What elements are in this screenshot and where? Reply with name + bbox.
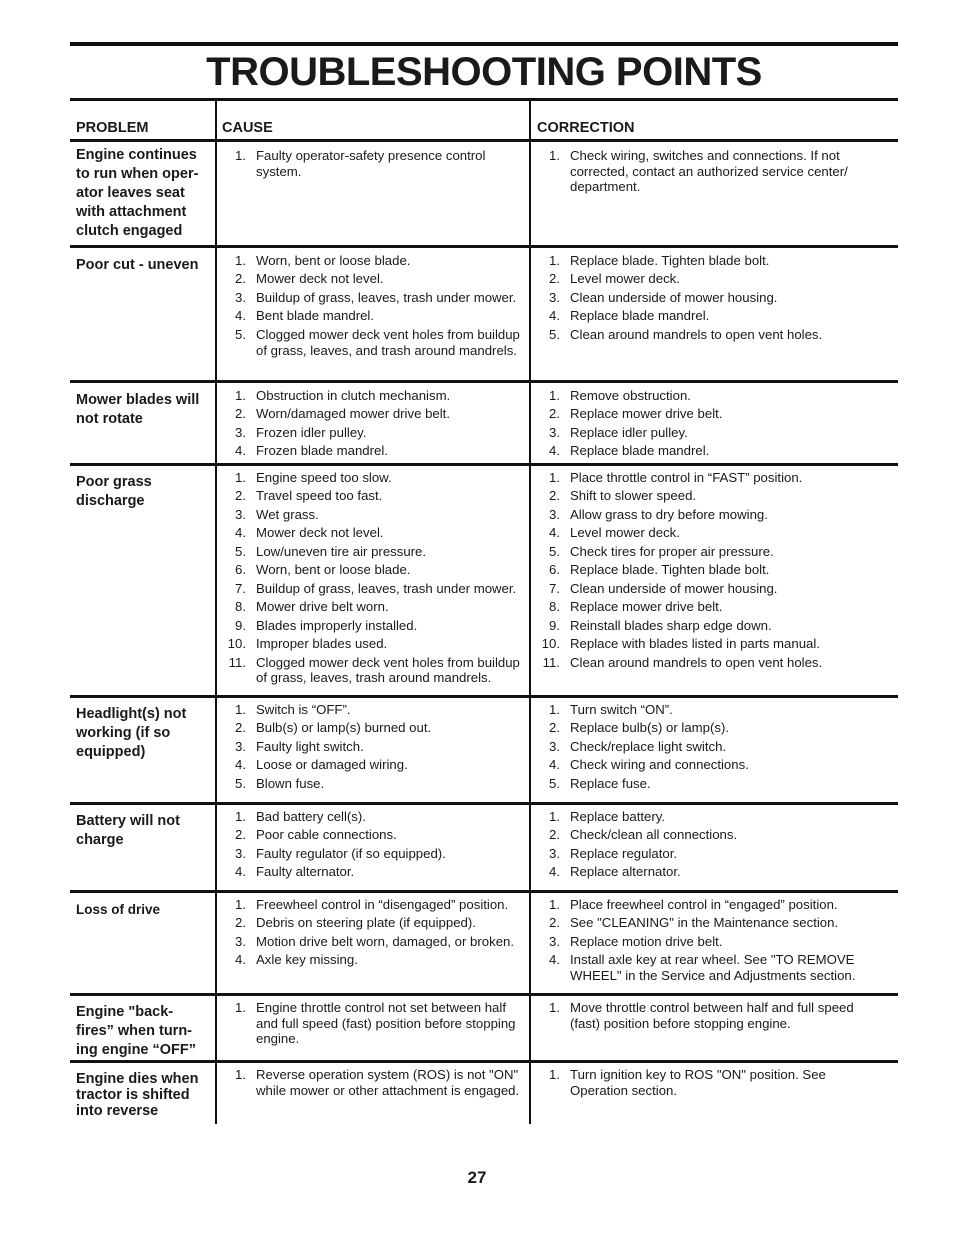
correction-list xyxy=(536,702,884,794)
correction-list xyxy=(536,809,884,883)
header-correction: CORRECTION xyxy=(537,120,635,136)
row-divider xyxy=(70,463,898,466)
list-item: 1. Engine speed too slow. xyxy=(235,470,392,485)
page-number: 27 xyxy=(467,1168,487,1187)
list-item: 8. Mower drive belt worn. xyxy=(235,599,389,615)
list-item: 1. Replace blade. Tighten blade bolt. xyxy=(549,253,770,268)
list-item: 5. Low/uneven tire air pressure. xyxy=(235,543,427,559)
correction-list xyxy=(536,897,884,987)
list-item: 1. Place freewheel control in “engaged” position. xyxy=(549,897,838,912)
list-item: 3. Clean underside of mower housing. xyxy=(549,289,778,305)
list-item: 1. Check wiring, switches and connections. If not corrected, contact an authorized service center/ department. xyxy=(549,148,848,195)
list-item: 4. Axle key missing. xyxy=(235,952,358,968)
problem-cell: Poor cut - uneven xyxy=(76,257,199,273)
correction-list xyxy=(536,253,884,345)
list-item: 1. Switch is “OFF”. xyxy=(235,702,351,717)
list-item: 3. Wet grass. xyxy=(235,506,319,522)
list-item: 1. Faulty operator-safety presence control system. xyxy=(235,148,486,179)
header-problem: PROBLEM xyxy=(76,120,149,136)
list-item: 4. Check wiring and connections. xyxy=(549,757,749,773)
list-item: 3. Motion drive belt worn, damaged, or broken. xyxy=(235,933,515,949)
row-divider xyxy=(70,695,898,698)
correction-list xyxy=(536,388,884,462)
list-item: 2. Mower deck not level. xyxy=(235,271,384,287)
list-item: 5. Check tires for proper air pressure. xyxy=(549,543,774,559)
top-rule xyxy=(70,42,898,46)
cause-list xyxy=(222,1067,528,1101)
list-item: 10. Replace with blades listed in parts manual. xyxy=(541,636,820,652)
problem-cell: Mower blades will not rotate xyxy=(76,392,200,427)
list-item: 1. Engine throttle control not set between half and full speed (fast) position before stopping engine. xyxy=(235,1000,516,1047)
list-item: 4. Bent blade mandrel. xyxy=(235,308,375,324)
list-item: 3. Check/replace light switch. xyxy=(549,738,727,754)
header-cause: CAUSE xyxy=(222,120,273,136)
list-item: 4. Mower deck not level. xyxy=(235,525,384,541)
cause-list xyxy=(222,253,528,361)
list-item: 2. Travel speed too fast. xyxy=(235,488,383,504)
cause-list xyxy=(222,388,528,462)
row-divider xyxy=(70,380,898,383)
list-item: 4. Loose or damaged wiring. xyxy=(235,757,408,773)
problem-cell: Poor grass discharge xyxy=(76,474,152,509)
page-title: TROUBLESHOOTING POINTS xyxy=(206,50,762,94)
row-divider xyxy=(70,245,898,248)
problem-cell: Battery will not charge xyxy=(76,813,180,848)
list-item: 1. Obstruction in clutch mechanism. xyxy=(235,388,451,403)
list-item: 2. Shift to slower speed. xyxy=(549,488,697,504)
row-divider xyxy=(70,890,898,893)
problem-cell: Engine dies when tractor is shifted into reverse xyxy=(76,1071,199,1119)
list-item: 2. Replace bulb(s) or lamp(s). xyxy=(549,720,730,736)
column-divider xyxy=(529,100,531,1124)
list-item: 3. Frozen idler pulley. xyxy=(235,424,367,440)
list-item: 2. Replace mower drive belt. xyxy=(549,406,723,422)
cause-list xyxy=(222,897,528,971)
list-item: 1. Replace battery. xyxy=(549,809,666,824)
correction-list xyxy=(536,1000,884,1034)
list-item: 1. Freewheel control in “disengaged” position. xyxy=(235,897,509,912)
list-item: 4. Frozen blade mandrel. xyxy=(235,443,388,459)
cause-list xyxy=(222,809,528,883)
list-item: 9. Blades improperly installed. xyxy=(235,617,418,633)
list-item: 1. Reverse operation system (ROS) is not "ON" while mower or other attachment is engaged. xyxy=(235,1067,520,1098)
list-item: 10. Improper blades used. xyxy=(227,636,388,652)
list-item: 2. See "CLEANING" in the Maintenance section. xyxy=(549,915,839,931)
list-item: 9. Reinstall blades sharp edge down. xyxy=(549,617,772,633)
list-item: 3. Faulty regulator (if so equipped). xyxy=(235,845,446,861)
header-top-rule xyxy=(70,98,898,101)
list-item: 4. Level mower deck. xyxy=(549,525,680,541)
list-item: 8. Replace mower drive belt. xyxy=(549,599,723,615)
list-item: 2. Check/clean all connections. xyxy=(549,827,738,843)
list-item: 1. Remove obstruction. xyxy=(549,388,691,403)
list-item: 11. Clean around mandrels to open vent holes. xyxy=(542,654,823,670)
list-item: 5. Clean around mandrels to open vent holes. xyxy=(549,326,823,342)
problem-cell: Engine "back- fires” when turn- ing engine “OFF” xyxy=(76,1004,197,1058)
list-item: 2. Poor cable connections. xyxy=(235,827,397,843)
column-divider xyxy=(215,100,217,1124)
list-item: 1. Turn switch “ON”. xyxy=(549,702,673,717)
row-divider xyxy=(70,802,898,805)
list-item: 3. Faulty light switch. xyxy=(235,738,364,754)
list-item: 3. Replace regulator. xyxy=(549,845,678,861)
list-item: 2. Level mower deck. xyxy=(549,271,680,287)
cause-list xyxy=(222,702,528,794)
list-item: 1. Place throttle control in “FAST” position. xyxy=(549,470,803,485)
list-item: 3. Replace motion drive belt. xyxy=(549,933,723,949)
list-item: 1. Worn, bent or loose blade. xyxy=(235,253,411,268)
list-item: 2. Debris on steering plate (if equipped). xyxy=(235,915,476,931)
list-item: 4. Replace alternator. xyxy=(549,864,681,880)
list-item: 6. Worn, bent or loose blade. xyxy=(235,562,411,578)
problem-cell: Headlight(s) not working (if so equipped) xyxy=(76,706,187,760)
problem-cell: Loss of drive xyxy=(76,902,161,917)
list-item: 3. Buildup of grass, leaves, trash under mower. xyxy=(235,289,517,305)
list-item: 4. Replace blade mandrel. xyxy=(549,443,710,459)
list-item: 6. Replace blade. Tighten blade bolt. xyxy=(549,562,770,578)
list-item: 7. Buildup of grass, leaves, trash under mower. xyxy=(235,580,517,596)
list-item: 4. Faulty alternator. xyxy=(235,864,355,880)
correction-list xyxy=(536,1067,884,1101)
cause-list xyxy=(222,470,528,689)
list-item: 5. Replace fuse. xyxy=(549,775,651,791)
row-divider xyxy=(70,1060,898,1063)
list-item: 1. Bad battery cell(s). xyxy=(235,809,366,824)
list-item: 2. Worn/damaged mower drive belt. xyxy=(235,406,450,422)
row-divider xyxy=(70,993,898,996)
list-item: 4. Replace blade mandrel. xyxy=(549,308,710,324)
header-bottom-rule xyxy=(70,139,898,142)
list-item: 1. Turn ignition key to ROS "ON" position. See Operation section. xyxy=(549,1067,826,1098)
list-item: 7. Clean underside of mower housing. xyxy=(549,580,778,596)
list-item: 1. Move throttle control between half and full speed (fast) position before stopping engine. xyxy=(549,1000,854,1031)
list-item: 5. Clogged mower deck vent holes from buildup of grass, leaves, and trash around mandrels. xyxy=(235,326,520,358)
problem-cell: Engine continues to run when oper- ator leaves seat with attachment clutch engaged xyxy=(76,147,199,239)
list-item: 4. Install axle key at rear wheel. See "TO REMOVE WHEEL" in the Service and Adjustments section. xyxy=(549,952,856,984)
list-item: 3. Allow grass to dry before mowing. xyxy=(549,506,768,522)
list-item: 5. Blown fuse. xyxy=(235,775,325,791)
list-item: 3. Replace idler pulley. xyxy=(549,424,688,440)
cause-list xyxy=(222,148,528,182)
list-item: 2. Bulb(s) or lamp(s) burned out. xyxy=(235,720,432,736)
correction-list xyxy=(536,470,884,673)
cause-list xyxy=(222,1000,528,1050)
correction-list xyxy=(536,148,884,198)
list-item: 11. Clogged mower deck vent holes from buildup of grass, leaves, trash around mandrels. xyxy=(228,654,520,686)
